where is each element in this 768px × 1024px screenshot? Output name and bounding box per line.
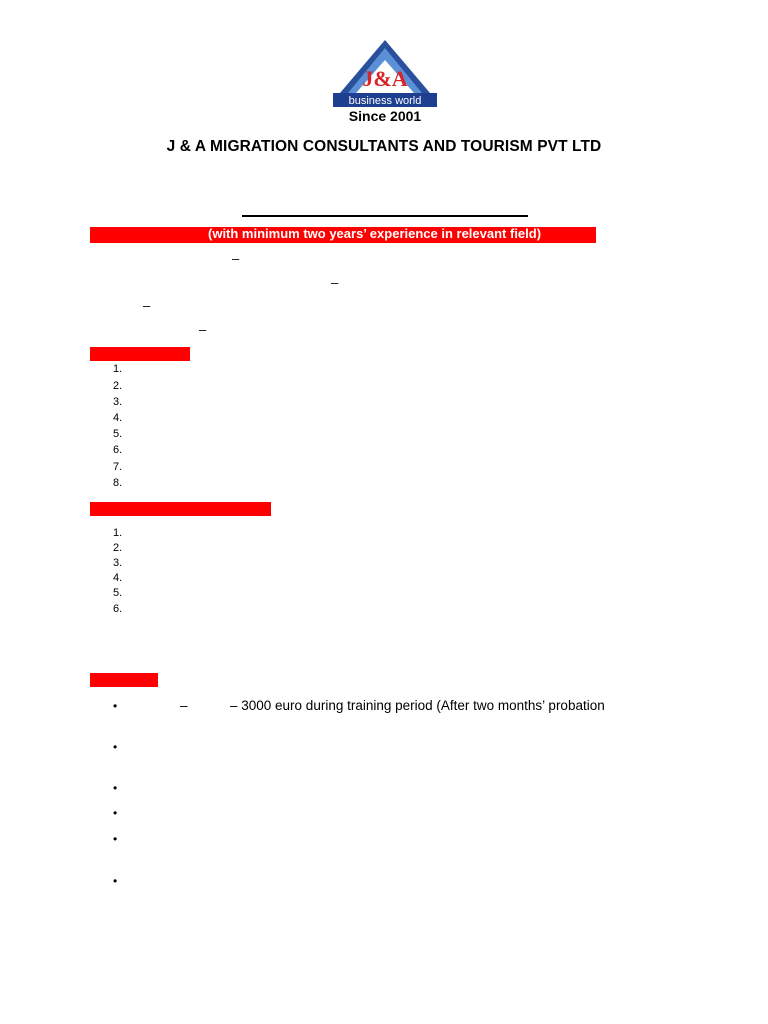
detail-dash: –: [143, 298, 151, 313]
list-number: 4.: [113, 412, 123, 424]
list-number: 4.: [113, 572, 123, 584]
list-number: 1.: [113, 527, 123, 539]
bullet: •: [113, 740, 118, 754]
bullet: •: [113, 781, 118, 795]
bullet: •: [113, 699, 118, 713]
section-heading-highlight: [90, 502, 271, 516]
list-number: 2.: [113, 542, 123, 554]
requirement-note: (with minimum two years’ experience in relevant field): [208, 226, 542, 241]
list-number: 3.: [113, 557, 123, 569]
since-text: Since 2001: [348, 108, 422, 124]
company-name: J & A MIGRATION CONSULTANTS AND TOURISM PVT LTD: [166, 138, 602, 155]
title-underline: [242, 215, 528, 217]
bullet: •: [113, 874, 118, 888]
list-number: 6.: [113, 603, 123, 615]
section-heading-highlight: [90, 347, 190, 361]
requirement-underline: [90, 242, 596, 243]
bullet: •: [113, 832, 118, 846]
bullet: •: [113, 806, 118, 820]
detail-dash: –: [331, 275, 339, 290]
salary-dash: –: [180, 698, 188, 713]
list-number: 3.: [113, 396, 123, 408]
salary-text: – 3000 euro during training period (After two months’ probation: [230, 698, 605, 713]
logo-initials: J&A: [362, 66, 408, 91]
detail-dash: –: [199, 322, 207, 337]
list-number: 2.: [113, 380, 123, 392]
detail-dash: –: [232, 251, 240, 266]
section-heading-highlight: [90, 673, 158, 687]
list-number: 7.: [113, 461, 123, 473]
list-number: 5.: [113, 428, 123, 440]
list-number: 8.: [113, 477, 123, 489]
list-number: 1.: [113, 363, 123, 375]
list-number: 5.: [113, 587, 123, 599]
logo-text: business world: [348, 95, 422, 107]
list-number: 6.: [113, 444, 123, 456]
